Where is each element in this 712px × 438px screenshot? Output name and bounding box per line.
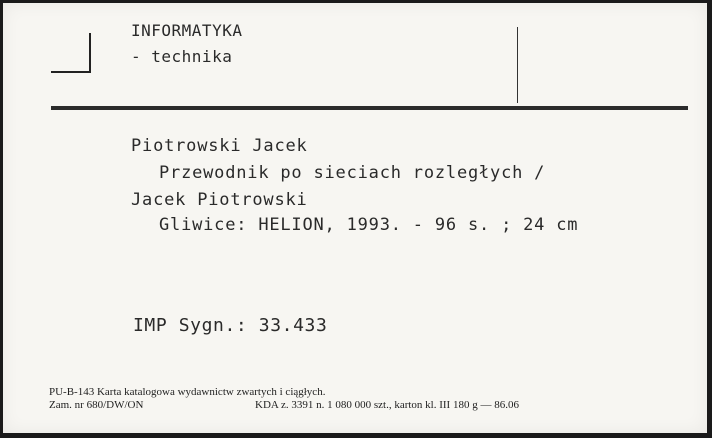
footer-order-number: Zam. nr 680/DW/ON [49,399,144,411]
subject-heading: INFORMATYKA [131,21,243,40]
footer-print-info: KDA z. 3391 n. 1 080 000 szt., karton kl. III 180 g — 86.06 [255,399,519,411]
author-line: Piotrowski Jacek [131,136,308,156]
call-number: IMP Sygn.: 33.433 [133,315,328,336]
footer-form-info: PU-B-143 Karta katalogowa wydawnictw zwartych i ciągłych. [49,386,326,398]
corner-mark-vertical [89,33,91,73]
imprint-line: Gliwice: HELION, 1993. - 96 s. ; 24 cm [159,215,579,235]
title-line: Przewodnik po sieciach rozległych / [159,163,546,183]
subject-subdivision: - technika [131,47,233,66]
corner-mark-horizontal [51,71,91,73]
catalog-card [3,3,707,433]
horizontal-rule [51,106,688,110]
vertical-divider [517,27,518,103]
responsibility-line: Jacek Piotrowski [131,190,308,210]
